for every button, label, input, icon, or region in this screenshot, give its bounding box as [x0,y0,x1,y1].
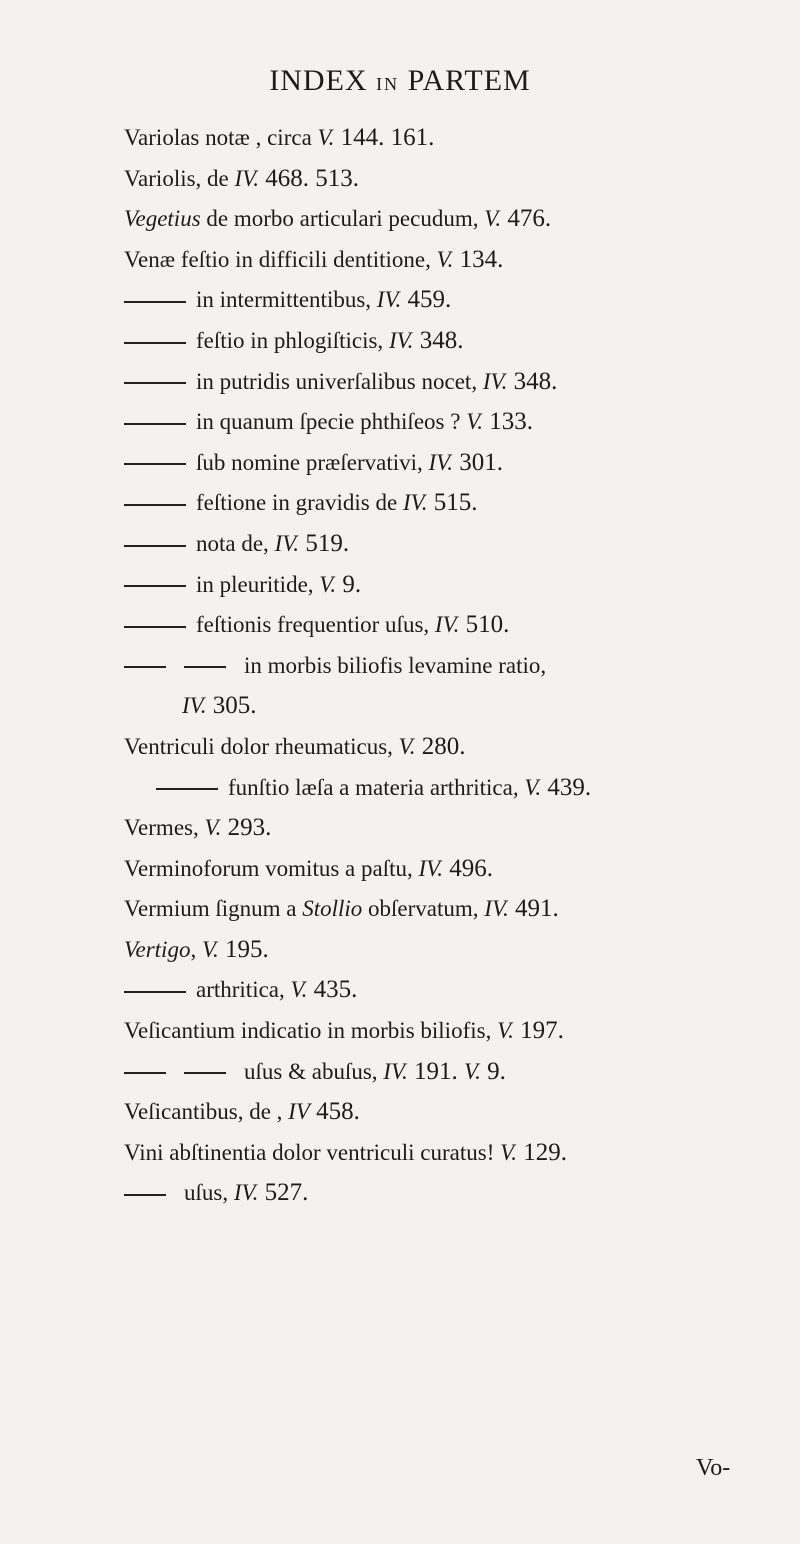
entry-volume: IV. [484,896,509,922]
entry-page: 197. [513,1017,564,1045]
entry-page: 519. [299,529,350,557]
index-entry [124,565,784,606]
entry-volume: V. [317,125,335,150]
entry-page: 9. [336,570,362,598]
entry-page: 305. [206,692,257,720]
entry-page: 195. [218,935,269,963]
entry-text: de morbo articulari pecudum, [200,206,485,232]
entry-page: 134. [453,245,504,273]
index-entry [124,889,784,930]
entry-text: feſtio in phlogiſticis, [196,327,389,353]
entry-volume: V. [466,409,484,435]
entry-text: , [190,936,202,962]
dash-rule [124,1194,166,1196]
index-entry [124,199,784,240]
entry-text: funſtio læſa a materia arthritica, [228,774,525,800]
entry-text: in pleuritide, [196,571,320,597]
dash-rule [124,666,166,668]
index-entry [124,240,784,281]
entry-text: in morbis biliofis levamine ratio, [244,652,547,678]
index-entry [124,118,784,159]
entry-volume: IV. [482,368,508,394]
entry-volume: IV. [418,855,443,881]
entry-volume: IV. [383,1058,408,1084]
entry-page: 496. [443,854,493,882]
entry-volume: V. [484,206,502,232]
entry-text: in putridis univerſalibus nocet, [196,368,483,394]
dash-rule [124,585,186,587]
entry-text: Venæ feſtio in difficili dentitione, [124,246,437,272]
dash-rule [184,1072,226,1074]
entry-page: 9. [480,1057,506,1085]
dash-rule [124,504,186,506]
index-entry [124,930,784,971]
index-entry [124,1052,784,1093]
entry-volume: IV. [434,612,460,638]
index-entry [124,1173,784,1214]
entry-page: 293. [221,814,272,842]
dash-rule [124,991,186,993]
index-entry [124,970,784,1011]
entry-text: uſus, [184,1180,234,1206]
entry-author: Vegetius [124,206,201,232]
index-entry [124,727,784,768]
entry-volume: IV. [388,327,414,353]
entry-volume: V. [319,571,337,597]
dash-rule [156,788,218,790]
entry-author: Vertigo [124,936,191,962]
entry-volume: IV. [234,165,260,191]
entry-text: Ventriculi dolor rheumaticus, [124,733,399,759]
entry-page: 280. [415,732,466,760]
dash-rule [124,463,186,465]
entry-volume: IV. [376,287,402,313]
dash-rule [184,666,226,668]
entry-page: 129. [516,1138,567,1166]
entry-text: Veſicantium indicatio in morbis biliofis, [124,1018,498,1044]
dash-rule [124,1072,166,1074]
index-entry [124,808,784,849]
entry-volume: V. [524,774,542,800]
entry-volume: V. [201,936,219,962]
index-entry [124,1133,784,1174]
entry-text: uſus & abuſus, [244,1058,384,1084]
index-entry [124,483,784,524]
entry-text: Vermes, [124,815,205,841]
entry-page: 476. [501,205,552,233]
entry-volume: IV. [402,490,428,516]
entry-volume: V. [500,1139,517,1165]
index-entry [124,402,784,443]
entry-text: in intermittentibus, [196,287,377,313]
entry-text: ſub nomine præſervativi, [196,449,429,475]
entry-volume: V. [204,815,222,841]
entry-page: 435. [307,976,358,1004]
entry-volume: IV [288,1099,310,1125]
dash-rule [124,382,186,384]
entry-page: 348. [507,367,558,395]
entry-text: nota de, [196,530,275,556]
entry-text: obſervatum, [362,896,485,922]
index-entry [124,686,784,727]
entry-page: 133. [483,408,534,436]
entry-text: in quanum ſpecie phthiſeos ? [196,409,467,435]
entry-volume: V. [398,733,416,759]
index-entry [124,280,784,321]
index-entry [124,849,784,890]
dash-rule [124,626,186,628]
entry-text: feſtione in gravidis de [196,490,403,516]
index-entry [124,524,784,565]
entry-volume: V. [436,246,454,272]
entry-page: 459. [401,286,452,314]
entry-volume: IV. [182,693,207,719]
entry-page: 301. [453,448,504,476]
entry-page: 491. [508,895,559,923]
index-entry [124,159,784,200]
index-entries [124,118,784,1214]
entry-volume: V. [290,977,308,1003]
entry-volume: IV. [233,1180,259,1206]
index-entry [124,646,784,687]
entry-page: 458. [309,1098,360,1126]
entry-volume: V. [464,1058,481,1084]
entry-text: Variolas notæ , circa [124,125,318,150]
entry-text: Vermium ſignum a [124,896,303,922]
dash-rule [124,301,186,303]
index-entry [124,443,784,484]
entry-volume: IV. [428,449,454,475]
entry-volume: IV. [274,530,300,556]
index-entry [124,321,784,362]
entry-text: Variolis, de [124,165,235,191]
entry-text: Veſicantibus, de , [124,1099,289,1125]
entry-text: feſtionis frequentior uſus, [196,612,435,638]
entry-page: 515. [427,489,478,517]
entry-page: 348. [413,326,464,354]
entry-text: Vini abſtinentia dolor ventriculi curatus! [124,1139,501,1165]
dash-rule [124,423,186,425]
catchword: Vo- [696,1455,731,1481]
index-entry [124,768,784,809]
page-header: INDEX IN PARTEM [269,64,531,97]
index-entry [124,1011,784,1052]
entry-page: 144. 161. [334,124,435,151]
dash-rule [124,342,186,344]
entry-text: Verminoforum vomitus a paſtu, [124,855,419,881]
entry-author: Stollio [302,896,363,922]
entry-text: arthritica, [196,977,291,1003]
entry-page: 439. [541,773,592,801]
entry-page: 510. [459,611,510,639]
index-entry [124,362,784,403]
entry-page: 527. [258,1179,309,1207]
entry-page: 191. [407,1057,465,1085]
dash-rule [124,545,186,547]
entry-page: 468. 513. [259,164,360,192]
index-entry [124,1092,784,1133]
entry-volume: V. [497,1018,514,1044]
index-entry [124,605,784,646]
